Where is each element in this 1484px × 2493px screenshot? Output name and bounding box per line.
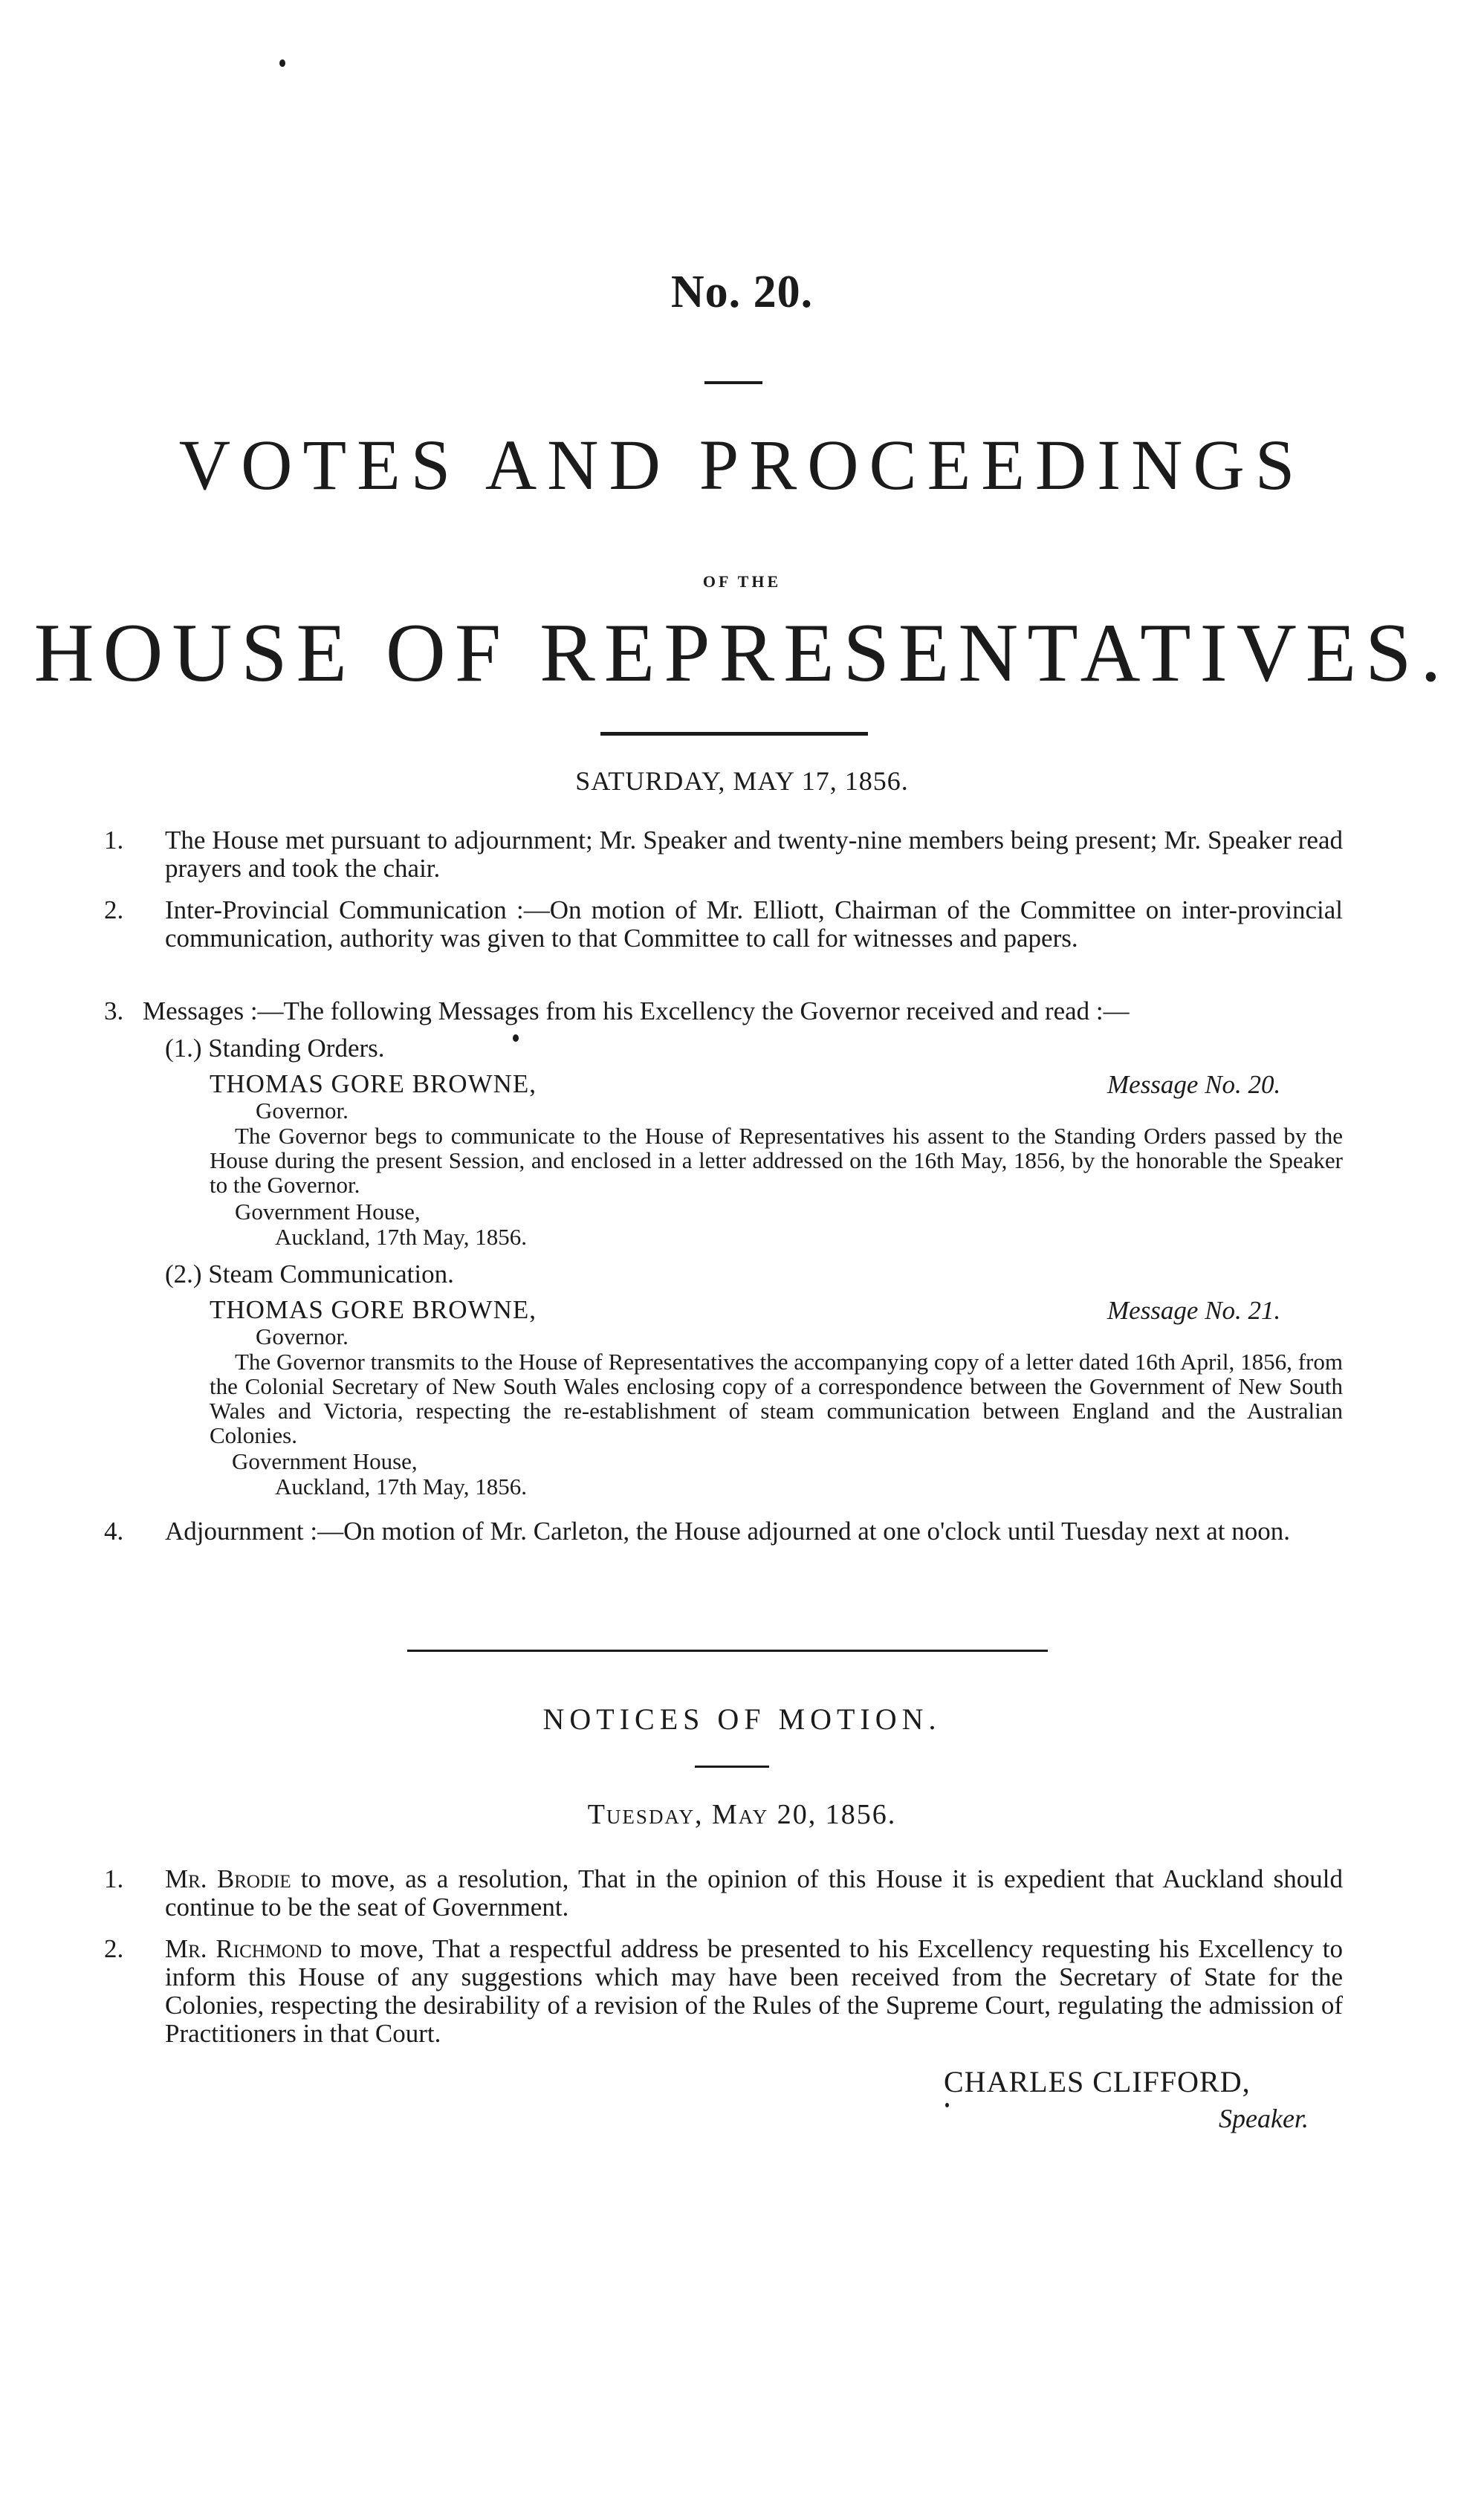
speck-mark: [279, 59, 285, 67]
notice-text: [143, 1865, 1343, 1922]
speck-mark: [513, 1034, 519, 1042]
message-body: The Governor begs to communicate to the House of Representatives his assent to the Standing Orders passed by the House during the present Session, and enclosed in a letter addressed on the 16th May, 1856, by the honorable the Speaker to the Governor.: [210, 1123, 1343, 1198]
sitting-date: SATURDAY, MAY 17, 1856.: [575, 766, 909, 796]
notice-text: [143, 1935, 1343, 2048]
notice-item: [104, 1934, 1343, 2048]
message-role: Governor.: [256, 1098, 349, 1124]
notices-heading: NOTICES OF MOTION.: [542, 1702, 942, 1736]
title-votes-and-proceedings: VOTES AND PROCEEDINGS: [178, 425, 1306, 505]
document-number: No. 20.: [670, 267, 814, 317]
item-text: Messages :—The following Messages from his Excellency the Governor received and read :—: [143, 996, 1130, 1025]
message-role: Governor.: [256, 1323, 349, 1349]
message-date: Auckland, 17th May, 1856.: [275, 1224, 527, 1250]
short-rule: [704, 381, 762, 384]
title-rule: [600, 732, 868, 736]
item-text: Adjournment :—On motion of Mr. Carleton, the House adjourned at one o'clock until Tuesday next at noon.: [165, 1517, 1291, 1546]
proceeding-item: [104, 826, 1343, 883]
item-number: 4.: [104, 1517, 124, 1546]
title-house-of-representatives: HOUSE OF REPRESENTATIVES.: [33, 607, 1451, 699]
section-rule: [407, 1650, 1048, 1652]
item-text: The House met pursuant to adjournment; Mr. Speaker and twenty-nine members being present; Mr. Speaker read prayers and took the chair.: [165, 826, 1343, 883]
notice-mover: Mr. Brodie: [165, 1864, 291, 1893]
message-heading: (2.) Steam Communication.: [165, 1260, 454, 1288]
notice-number: 2.: [104, 1934, 124, 1963]
signature-title: Speaker.: [1219, 2104, 1309, 2133]
message-number: Message No. 21.: [1107, 1296, 1281, 1325]
notices-date: Tuesday, May 20, 1856.: [587, 1799, 897, 1830]
message-number: Message No. 20.: [1107, 1070, 1281, 1099]
title-of-the: OF THE: [702, 572, 782, 591]
message-signatory: THOMAS GORE BROWNE,: [210, 1069, 537, 1098]
message-place: Government House,: [235, 1199, 421, 1225]
short-rule: [695, 1766, 769, 1768]
message-heading: (1.) Standing Orders.: [165, 1034, 385, 1063]
item-number: 3.: [104, 996, 124, 1025]
notice-number: 1.: [104, 1864, 124, 1893]
proceeding-item: [104, 895, 1343, 953]
item-number: 2.: [104, 895, 124, 924]
proceeding-item: [104, 996, 1343, 1025]
message-place: Government House,: [232, 1448, 418, 1474]
notice-item: [104, 1864, 1343, 1922]
notice-body: to move, as a resolution, That in the opinion of this House it is expedient that Auckland should continue to be the seat of Government.: [165, 1864, 1343, 1922]
item-text: Inter-Provincial Communication :—On motion of Mr. Elliott, Chairman of the Committee on inter-provincial communication, authority was given to that Committee to call for witnesses and papers.: [165, 895, 1343, 953]
notice-body: to move, That a respectful address be presented to his Excellency requesting his Excellency to inform this House of any suggestions which may have been received from the Secretary of State for the Colonies, respecting the desirability of a revision of the Rules of the Supreme Court, regulating the admission of Practitioners in that Court.: [165, 1934, 1343, 2048]
message-body: The Governor transmits to the House of Representatives the accompanying copy of a letter dated 16th April, 1856, from the Colonial Secretary of New South Wales enclosing copy of a correspondence between the Government of New South Wales and Victoria, respecting the re-establishment of steam communication between England and the Australian Colonies.: [210, 1349, 1343, 1448]
proceeding-item: [104, 1517, 1343, 1546]
signature-name: CHARLES CLIFFORD,: [944, 2065, 1251, 2098]
notice-mover: Mr. Richmond: [165, 1934, 323, 1963]
message-signatory: THOMAS GORE BROWNE,: [210, 1295, 537, 1324]
message-date: Auckland, 17th May, 1856.: [275, 1474, 527, 1500]
speck-mark: [945, 2103, 949, 2107]
item-number: 1.: [104, 826, 124, 855]
